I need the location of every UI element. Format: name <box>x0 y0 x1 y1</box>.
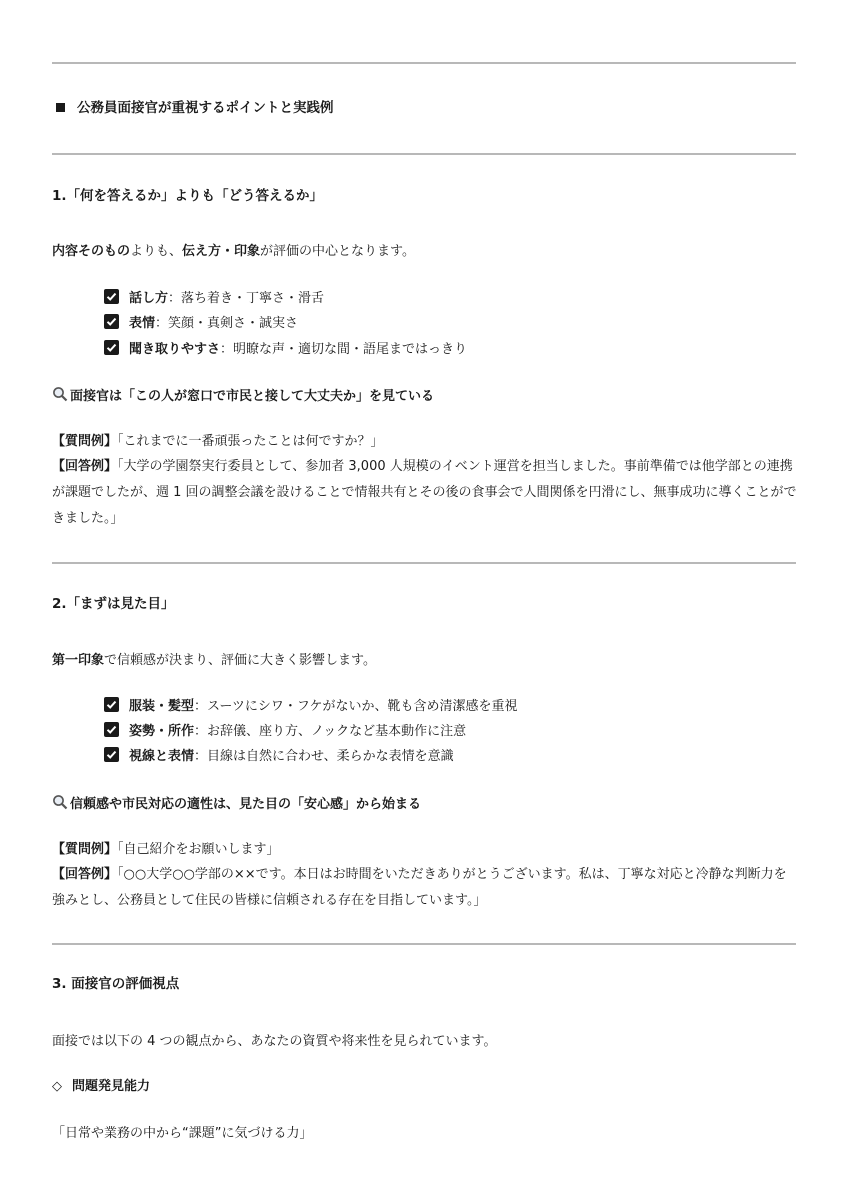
square-bullet-icon <box>56 103 65 112</box>
section3-subheading: ◇ 問題発見能力 <box>52 1077 150 1097</box>
check-item: 表情：笑顔・真剣さ・誠実さ <box>104 314 298 334</box>
section2-insight: 信頼感や市民対応の適性は、見た目の「安心感」から始まる <box>52 794 421 817</box>
section3-subtext: 「日常や業務の中から“課題”に気づける力」 <box>52 1126 313 1141</box>
divider <box>52 562 796 564</box>
section1-intro: 内容そのものよりも、伝え方・印象が評価の中心となります。 <box>52 244 416 259</box>
checkbox-checked-icon <box>104 747 119 762</box>
section1-heading: 1.「何を答えるか」よりも「どう答えるか」 <box>52 188 324 204</box>
check-item: 聞き取りやすさ：明瞭な声・適切な間・語尾まではっきり <box>104 340 467 360</box>
check-item: 姿勢・所作：お辞儀、座り方、ノックなど基本動作に注意 <box>104 722 466 742</box>
check-item: 服装・髪型：スーツにシワ・フケがないか、靴も含め清潔感を重視 <box>104 697 517 717</box>
section1-question: 【質問例】「これまでに一番頑張ったことは何ですか？」 <box>52 434 384 449</box>
checkbox-checked-icon <box>104 289 119 304</box>
checkbox-checked-icon <box>104 722 119 737</box>
checkbox-checked-icon <box>104 697 119 712</box>
divider <box>52 943 796 945</box>
divider <box>52 153 796 155</box>
check-item: 話し方：落ち着き・丁寧さ・滑舌 <box>104 289 324 309</box>
checkbox-checked-icon <box>104 314 119 329</box>
checkbox-checked-icon <box>104 340 119 355</box>
check-item: 視線と表情：目線は自然に合わせ、柔らかな表情を意識 <box>104 747 454 767</box>
section1-answer: 【回答例】「大学の学園祭実行委員として、参加者 3,000 人規模のイベント運営を担当しました。事前準備では他学部との連携が課題でしたが、週 1 回の調整会議を設けることで情報共有とその後の食事会で人間関係を円滑にし、無事成功に導くことができました。」 <box>52 459 797 526</box>
section1-insight: 面接官は「この人が窓口で市民と接して大丈夫か」を見ている <box>52 386 434 409</box>
section2-answer: 【回答例】「○○大学○○学部の××です。本日はお時間をいただきありがとうございます。私は、丁寧な対応と冷静な判断力を強みとし、公務員として住民の皆様に信頼される存在を目指しています。」 <box>52 867 787 908</box>
diamond-icon: ◇ <box>52 1079 62 1094</box>
magnifier-icon <box>52 386 68 409</box>
magnifier-icon <box>52 794 68 817</box>
section2-heading: 2.「まずは見た目」 <box>52 596 175 612</box>
divider <box>52 62 796 64</box>
section3-heading: 3. 面接官の評価視点 <box>52 976 180 992</box>
section2-intro: 第一印象で信頼感が決まり、評価に大きく影響します。 <box>52 653 376 668</box>
section3-intro: 面接では以下の 4 つの観点から、あなたの資質や将来性を見られています。 <box>52 1034 497 1049</box>
main-title: 公務員面接官が重視するポイントと実践例 <box>52 98 334 118</box>
section2-question: 【質問例】「自己紹介をお願いします」 <box>52 842 280 857</box>
